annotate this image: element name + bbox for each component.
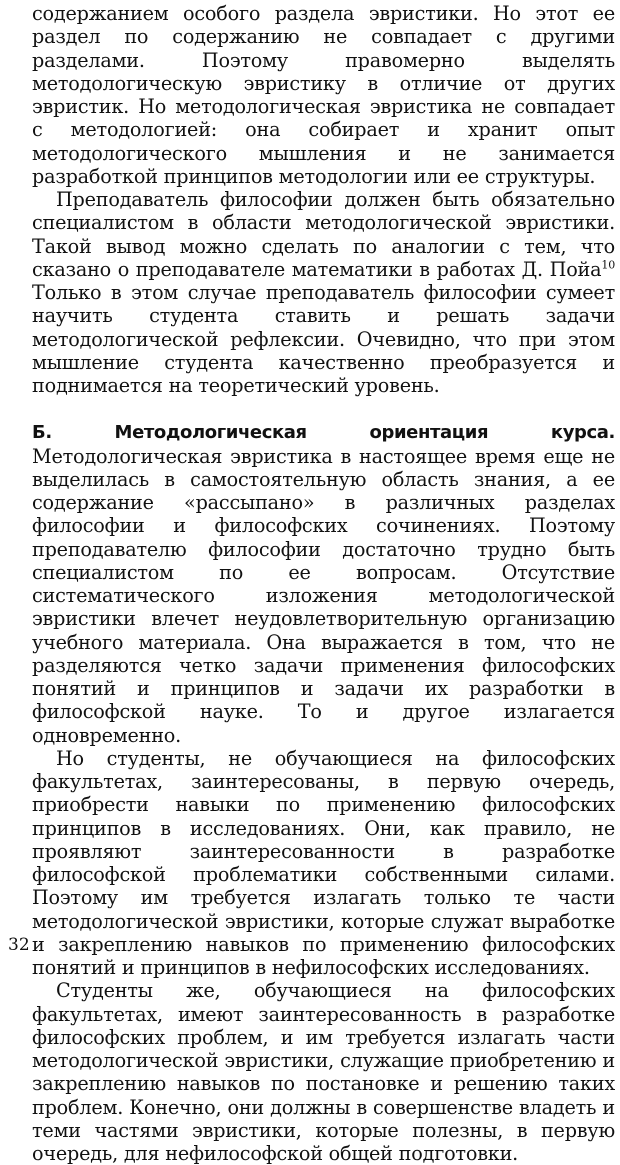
paragraph-3-text: Методологическая эвристика в настоящее время еще не выделилась в самостоятельную область знания, а ее содержание «рассыпано» в различных разделах философии и философских сочинениях. Поэтому преподавателю философии достаточно трудно быть специалистом по ее вопросам. Отсутствие систематического изложения методологической эвристики влечет неудовлетворительную организацию учебного материала. Она выражается в том, что не разделяются четко задачи применения философских понятий и принципов и задачи их разработки в философской науке. То и другое излагается одновременно. — [32, 444, 615, 747]
body-text — [32, 2, 615, 1165]
paragraph-2-text-end: Только в этом случае преподаватель философии сумеет научить студента ставить и решать задачи методологической рефлексии. Очевидно, что при этом мышление студента качественно преобразуется и поднимается на теоретический уровень. — [32, 281, 615, 397]
page-number: 32 — [8, 935, 30, 955]
section-spacer — [32, 397, 615, 420]
section-heading: Б. Методологическая ориентация курса. — [32, 422, 615, 444]
paragraph-5: Студенты же, обучающиеся на философских факультетах, имеют заинтересованность в разработке философских проблем, и им требуется излагать части методологической эвристики, служащие приобретению и закреплению навыков по постановке и решению таких проблем. Конечно, они должны в совершенстве владеть и теми частями эвристики, которые полезны, в первую очередь, для нефилософской общей подготовки. — [32, 979, 615, 1165]
paragraph-2-text-start: Преподаватель философии должен быть обязательно специалистом в области методологической эвристики. Такой вывод можно сделать по аналогии с тем, что сказано о преподавателе математики в работах Д. Пойа — [32, 188, 615, 281]
footnote-reference: 10 — [601, 258, 615, 272]
paragraph-2 — [32, 188, 615, 397]
paragraph-3 — [32, 420, 615, 747]
paragraph-4: Но студенты, не обучающиеся на философских факультетах, заинтересованы, в первую очередь, приобрести навыки по применению философских принципов в исследованиях. Они, как правило, не проявляют заинтересованности в разработке философской проблематики собственными силами. Поэтому им требуется излагать только те части методологической эвристики, которые служат выработке и закреплению навыков по применению философских понятий и принципов в нефилософских исследованиях. — [32, 746, 615, 979]
paragraph-1: содержанием особого раздела эвристики. Но этот ее раздел по содержанию не совпадает с другими разделами. Поэтому правомерно выделять методологическую эвристику в отличие от других эвристик. Но методологическая эвристика не совпадает с методологией: она собирает и хранит опыт методологического мышления и не занимается разработкой принципов методологии или ее структуры. — [32, 2, 615, 188]
